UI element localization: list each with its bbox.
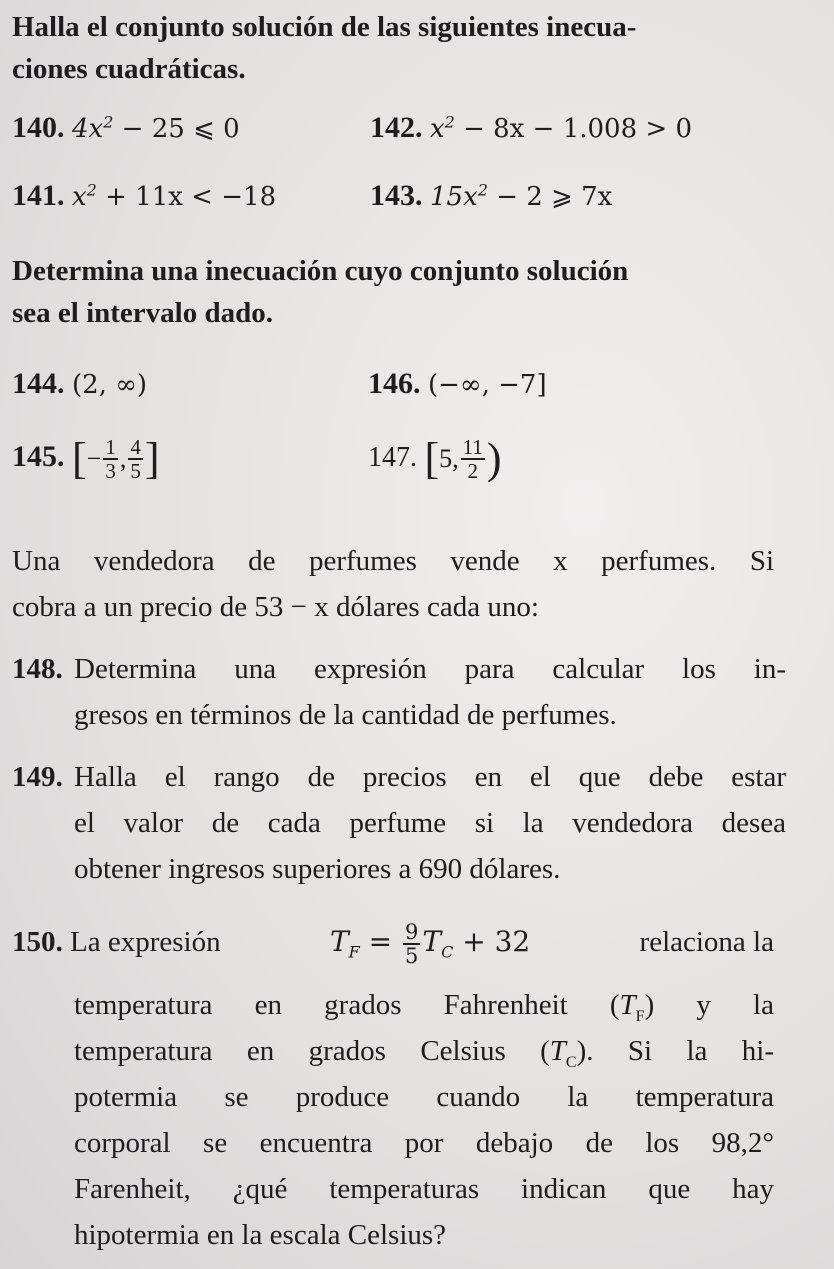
perfume-intro [12, 538, 774, 630]
q150-line3 [74, 1028, 774, 1074]
exercise-number: 146. [368, 367, 421, 400]
section1-heading [12, 6, 812, 90]
q150-line2-a: temperatura en grados Fahrenheit ( [74, 989, 620, 1021]
exercise-143 [370, 178, 612, 215]
formula-tc-sub: C [441, 942, 454, 962]
expr-part: 15x [430, 182, 478, 212]
q150-line3-a: temperatura en grados Celsius ( [74, 1035, 550, 1067]
intro-line1: Una vendedora de perfumes vende x perfumes. Si [12, 545, 774, 577]
section2-heading [12, 250, 812, 334]
minus-sign: − [86, 444, 102, 473]
interval-value: (2, ∞) [72, 370, 148, 400]
expr-part: x [72, 182, 87, 212]
exponent: 2 [103, 112, 114, 132]
fraction-denominator: 2 [467, 459, 479, 483]
exercise-number: 144. [12, 367, 65, 400]
exercise-number: 145. [12, 439, 65, 473]
q148-line1: Determina una expresión para calcular los in- [74, 653, 786, 685]
exercise-146 [368, 366, 547, 403]
expr-part: − 2 ⩾ 7x [487, 182, 613, 212]
q150-line7: hipotermia en la escala Celsius? [74, 1219, 447, 1251]
section1-heading-line2: ciones cuadráticas. [12, 53, 246, 85]
intro-line2: cobra a un precio de 53 − x dólares cada uno: [12, 591, 539, 623]
exercise-150 [12, 912, 774, 1258]
fraction-denominator: 5 [130, 459, 141, 483]
exercise-number: 148. [12, 653, 63, 685]
q150-line6: Farenheit, ¿qué temperaturas indican que hay [74, 1173, 774, 1205]
exponent: 2 [444, 112, 455, 132]
close-bracket: ] [144, 434, 160, 483]
q150-line5: corporal se encuentra por debajo de los 98,2° [74, 1127, 774, 1159]
fraction [403, 921, 420, 967]
q150-line3-sub: C [565, 1053, 577, 1071]
formula-tf-sub: F [348, 942, 360, 962]
q150-line3-b: ). Si la hi- [576, 1035, 774, 1067]
exercise-145 [12, 436, 159, 482]
q150-line4: potermia se produce cuando la temperatura [74, 1081, 774, 1113]
expr-part: 4x [72, 114, 104, 144]
q150-line1 [12, 912, 774, 972]
close-bracket: ) [486, 434, 502, 483]
fraction-denominator: 3 [105, 459, 116, 483]
q150-line2 [74, 982, 774, 1028]
fraction [461, 436, 485, 482]
exercise-141 [12, 178, 276, 215]
q150-line2-b: ) y la [644, 989, 774, 1021]
comma: , [119, 444, 127, 473]
q148-line2: gresos en términos de la cantidad de perfumes. [74, 699, 617, 731]
q150-trail: relaciona la [639, 926, 774, 958]
fraction-numerator: 9 [405, 919, 419, 944]
formula-equals: = [359, 925, 401, 958]
exercise-number: 141. [12, 179, 65, 212]
formula-tc: T [422, 925, 442, 958]
exercise-number: 149. [12, 761, 63, 793]
section1-heading-line1: Halla el conjunto solución de las siguientes inecua- [12, 11, 637, 43]
q150-lead: La expresión [70, 926, 221, 958]
exercise-number: 147. [368, 441, 417, 473]
formula-tail: + 32 [453, 925, 531, 958]
fraction-numerator: 4 [130, 435, 141, 459]
exercise-147 [368, 436, 502, 482]
q150-line2-sub: F [635, 1007, 645, 1025]
interval-value: (−∞, −7] [428, 370, 547, 400]
fraction-numerator: 11 [462, 435, 483, 459]
exercise-number: 142. [370, 111, 423, 144]
q150-line3-t: T [549, 1035, 566, 1067]
open-bracket: [ [72, 434, 87, 483]
exercise-140 [12, 110, 240, 147]
fraction-numerator: 1 [105, 435, 116, 459]
section2-heading-line1: Determina una inecuación cuyo conjunto solución [12, 255, 629, 287]
interval-start: 5, [439, 444, 459, 473]
fraction [128, 436, 143, 482]
q149-line1: Halla el rango de precios en el que debe estar [74, 761, 786, 793]
exercise-number: 140. [12, 111, 65, 144]
section2-heading-line2: sea el intervalo dado. [12, 297, 273, 329]
expr-part: + 11x < −18 [96, 182, 277, 212]
expr-part: x [430, 114, 445, 144]
q149-line2: el valor de cada perfume si la vendedora desea [74, 807, 786, 839]
exercise-144 [12, 366, 147, 403]
expr-part: − 8x − 1.008 > 0 [454, 114, 692, 144]
formula-tf: T [329, 925, 349, 958]
fraction [103, 436, 118, 482]
q150-line2-t: T [619, 989, 636, 1021]
exponent: 2 [86, 180, 97, 200]
fraction-denominator: 5 [405, 943, 419, 968]
expr-part: − 25 ⩽ 0 [113, 114, 240, 144]
exercise-142 [370, 110, 692, 147]
exercise-number: 150. [12, 926, 63, 958]
q149-line3: obtener ingresos superiores a 690 dólares. [74, 853, 561, 885]
open-bracket: [ [424, 434, 440, 483]
exponent: 2 [477, 180, 488, 200]
temperature-formula [330, 916, 530, 968]
exercise-number: 143. [370, 179, 423, 212]
